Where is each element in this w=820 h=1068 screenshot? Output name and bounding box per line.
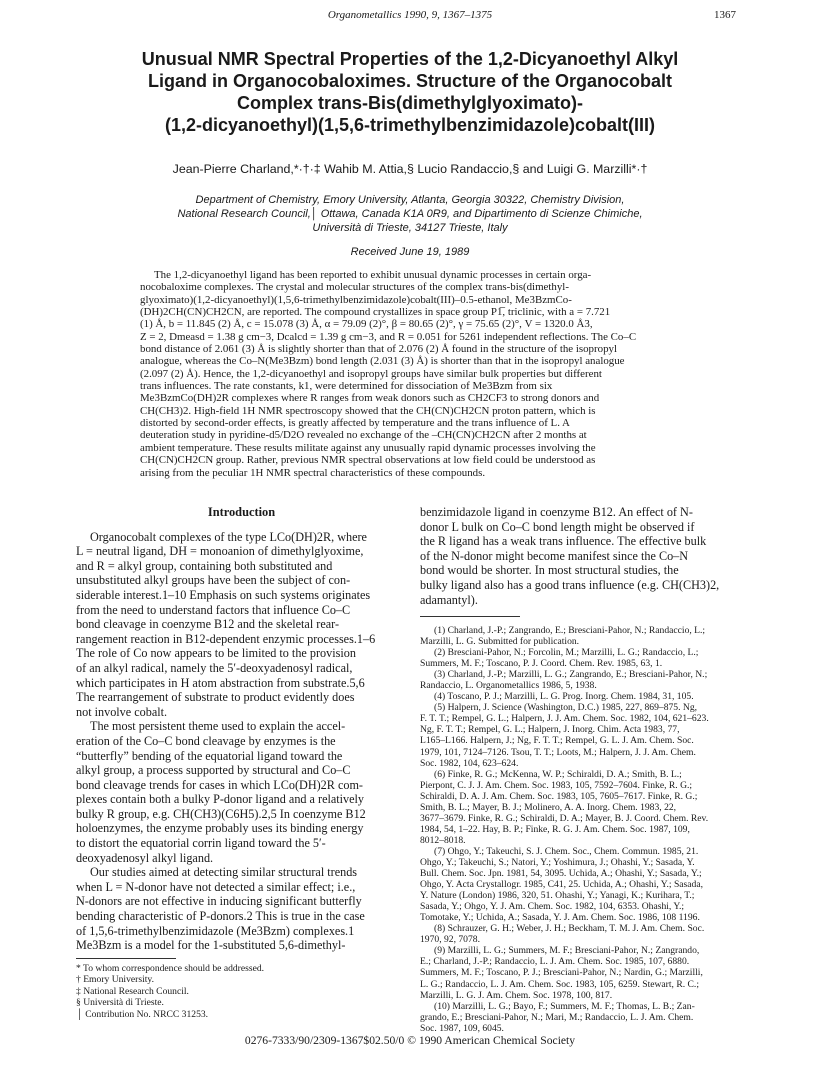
- abstract-line: analogue, whereas the Co–N(Me3Bzm) bond length (2.031 (3) Å) is shorter than that in the isopropyl analogue: [140, 355, 625, 368]
- body-line: and R = alkyl group, containing both substituted and: [76, 558, 333, 573]
- body-line: from the need to understand factors that influence Co–C: [76, 602, 351, 617]
- affiliation-line: Department of Chemistry, Emory University, Atlanta, Georgia 30322, Chemistry Division,: [195, 194, 625, 206]
- title-line: (1,2-dicyanoethyl)(1,5,6-trimethylbenzimidazole)cobalt(III): [164, 115, 656, 135]
- body-line: plexes contain both a bulky P-donor ligand and a relatively: [76, 792, 365, 807]
- reference-line: (5) Halpern, J. Science (Washington, D.C.) 1985, 227, 869–875. Ng,: [434, 702, 698, 714]
- received-date: Received June 19, 1989: [350, 246, 470, 258]
- footnote-rule: [76, 958, 176, 959]
- body-line: eration of the Co–C bond cleavage by enzymes is the: [76, 733, 336, 748]
- body-line: unsubstituted alkyl groups have been the subject of con-: [76, 573, 351, 588]
- affiliation-line: Università di Trieste, 34127 Trieste, Italy: [312, 222, 508, 234]
- body-line: of an alkyl radical, namely the 5′-deoxyadenosyl radical,: [76, 660, 353, 675]
- reference-line: Ng, F. T. T.; Rempel, G. L.; Halpern, J. Inorg. Chim. Acta 1983, 77,: [420, 724, 680, 736]
- affiliations: [100, 193, 720, 235]
- footnote-line: ‡ National Research Council.: [76, 985, 189, 997]
- abstract-line: distorted by second-order effects, is greatly affected by temperature and the trans influence of L. A: [140, 417, 570, 430]
- body-line: siderable interest.1–10 Emphasis on such systems originates: [76, 587, 371, 602]
- body-line: alkyl group, a process supported by structural and Co–C: [76, 763, 351, 778]
- reference-line: Ohgo, Y.; Takeuchi, S.; Natori, Y.; Yoshimura, J.; Ohashi, Y.; Sasada, Y.: [420, 856, 695, 868]
- reference-line: (2) Bresciani-Pahor, N.; Forcolin, M.; Marzilli, L. G.; Randaccio, L.;: [434, 647, 699, 659]
- body-line: Me3Bzm is a model for the 1-substituted 5,6-dimethyl-: [76, 938, 346, 953]
- reference-line: Smith, B. L.; Mayer, B. J.; Molinero, A. A. Inorg. Chem. 1983, 22,: [420, 801, 677, 813]
- abstract-line: glyoximato)(1,2-dicyanoethyl)(1,5,6-trimethylbenzimidazole)cobalt(III)–0.5-ethanol, Me3BzmCo-: [140, 293, 572, 306]
- affiliation-line: National Research Council,│ Ottawa, Canada K1A 0R9, and Dipartimento di Scienze Chimiche,: [177, 208, 643, 220]
- reference-line: grando, E.; Bresciani-Pahor, N.; Mari, M.; Randaccio, L. J. Am. Chem.: [420, 1011, 694, 1023]
- reference-line: (7) Ohgo, Y.; Takeuchi, S. J. Chem. Soc., Chem. Commun. 1985, 21.: [434, 845, 699, 857]
- body-line: L = neutral ligand, DH = monoanion of dimethylglyoxime,: [76, 544, 364, 559]
- abstract-line: CH(CH3)2. High-field 1H NMR spectroscopy showed that the CH(CN)CH2CN proton pattern, which is: [140, 404, 596, 417]
- footnote-line: † Emory University.: [76, 974, 154, 986]
- body-line: bulky R group, e.g. CH(CH3)(C6H5).2,5 In coenzyme B12: [76, 806, 366, 821]
- introduction-right-column: [420, 505, 752, 607]
- body-line: “butterfly” bending of the equatorial ligand toward the: [76, 748, 343, 763]
- reference-line: L165–L166. Halpern, J.; Ng, F. T. T.; Rempel, G. L. J. Am. Chem. Soc.: [420, 735, 694, 747]
- body-line: benzimidazole ligand in coenzyme B12. An effect of N-: [420, 505, 693, 519]
- body-line: The rearrangement of substrate to product evidently does: [76, 690, 355, 705]
- section-heading-introduction: Introduction: [207, 505, 276, 519]
- reference-line: E.; Charland, J.-P.; Randaccio, L. J. Am. Chem. Soc. 1985, 107, 6880.: [420, 956, 690, 968]
- body-line: bond would be shorter. In most structural studies, the: [420, 563, 679, 578]
- reference-line: F. T. T.; Rempel, G. L.; Halpern, J. J. Am. Chem. Soc. 1982, 104, 621–623.: [420, 713, 709, 725]
- body-line: bond cleavage trends for cases in which LCo(DH)2R com-: [76, 777, 363, 792]
- body-line: adamantyl).: [420, 592, 478, 607]
- body-line: N-donors are not effective in inducing significant butterfly: [76, 894, 362, 909]
- reference-line: 1979, 101, 7124–7126. Tsou, T. T.; Loots, M.; Halpern, J. J. Am. Chem.: [420, 746, 696, 758]
- abstract-line: deuteration study in pyridine-d5/D2O revealed no exchange of the –CH(CN)CH2CN after 2 months at: [140, 429, 587, 442]
- abstract: [140, 269, 685, 479]
- journal-citation: Organometallics 1990, 9, 1367–1375: [327, 9, 493, 21]
- reference-line: Marzilli, L. G. J. Am. Chem. Soc. 1978, 100, 817.: [420, 989, 613, 1001]
- reference-line: Bull. Chem. Soc. Jpn. 1981, 54, 3095. Uchida, A.; Ohashi, Y.; Sasada, Y.;: [420, 868, 702, 880]
- reference-line: Ohgo, Y. Acta Crystallogr. 1985, C41, 25. Uchida, A.; Ohashi, Y.; Sasada,: [420, 879, 703, 891]
- body-line: The role of Co now appears to be limited to the provision: [76, 646, 356, 661]
- title-line: Unusual NMR Spectral Properties of the 1,2-Dicyanoethyl Alkyl: [141, 49, 679, 69]
- body-line: rangement reaction in B12-dependent enzymic processes.1–6: [76, 631, 376, 646]
- body-line: holoenzymes, the enzyme probably uses its binding energy: [76, 821, 364, 836]
- reference-line: Tomotake, Y.; Uchida, A.; Sasada, Y. J. Am. Chem. Soc. 1986, 108 1196.: [420, 912, 700, 924]
- reference-line: 3677–3679. Finke, R. G.; Schiraldi, D. A.; Mayer, B. J. Coord. Chem. Rev.: [420, 812, 709, 824]
- reference-line: L. G.; Randaccio, L. J. Am. Chem. Soc. 1983, 105, 6259. Stewart, R. C.;: [420, 978, 699, 990]
- body-line: when L = N-donor have not detected a similar effect; i.e.,: [76, 879, 356, 894]
- abstract-line: The 1,2-dicyanoethyl ligand has been reported to exhibit unusual dynamic processes in certain orga-: [154, 269, 592, 281]
- abstract-line: bond distance of 2.061 (3) Å is slightly shorter than that of 2.076 (2) Å found in the structure of the isopropyl: [140, 343, 617, 356]
- introduction-left-column: [76, 505, 407, 953]
- abstract-line: nocobaloxime complexes. The crystal and molecular structures of the complex trans-bis(dimethyl-: [140, 281, 569, 294]
- reference-line: (9) Marzilli, L. G.; Summers, M. F.; Bresciani-Pahor, N.; Zangrando,: [434, 945, 700, 957]
- reference-line: Soc. 1987, 109, 6045.: [420, 1022, 504, 1034]
- reference-line: Randaccio, L. Organometallics 1986, 5, 1938.: [420, 680, 597, 692]
- abstract-line: CH(CN)CH2CN group. Rather, previous NMR spectral observations at low field could be understood as: [140, 454, 596, 467]
- body-line: Organocobalt complexes of the type LCo(DH)2R, where: [90, 529, 367, 544]
- references-rule: [420, 616, 520, 617]
- footnote-line: * To whom correspondence should be addressed.: [76, 963, 265, 974]
- reference-line: Summers, M. F.; Toscano, P. J.; Bresciani-Pahor, N.; Nardin, G.; Marzilli,: [420, 967, 703, 979]
- abstract-line: (DH)2CH(CN)CH2CN, are reported. The compound crystallizes in space group P1̅, triclinic, with a = 7.721: [140, 306, 611, 319]
- reference-line: 1970, 92, 7078.: [420, 934, 480, 946]
- reference-line: (1) Charland, J.-P.; Zangrando, E.; Bresciani-Pahor, N.; Randaccio, L.;: [434, 625, 706, 636]
- running-header: [0, 9, 820, 25]
- body-line: bulky ligand also has a good trans influence (e.g. CH(CH3)2,: [420, 577, 720, 592]
- reference-line: 1984, 54, 1–22. Hay, B. P.; Finke, R. G. J. Am. Chem. Soc. 1987, 109,: [420, 823, 690, 835]
- body-line: bending characteristic of P-donors.2 This is true in the case: [76, 909, 365, 924]
- body-line: donor L bulk on Co–C bond length might be observed if: [420, 519, 695, 534]
- abstract-line: arising from the peculiar 1H NMR spectral characteristics of these compounds.: [140, 466, 486, 479]
- abstract-line: trans influences. The rate constants, k1, were determined for dissociation of Me3Bzm from six: [140, 380, 553, 393]
- reference-line: (4) Toscano, P. J.; Marzilli, L. G. Prog. Inorg. Chem. 1984, 31, 105.: [434, 691, 694, 703]
- abstract-line: (1) Å, b = 11.845 (2) Å, c = 15.078 (3) Å, α = 79.09 (2)°, β = 80.65 (2)°, γ = 75.65 (2)°, V = 1320.0 Å3,: [140, 318, 593, 331]
- body-line: The most persistent theme used to explain the accel-: [90, 719, 346, 734]
- abstract-line: Z = 2, Dmeasd = 1.38 g cm−3, Dcalcd = 1.39 g cm−3, and R = 0.051 for 5261 independent reflections. The Co–C: [140, 330, 637, 343]
- body-line: to distort the equatorial corrin ligand toward the 5′-: [76, 836, 326, 851]
- references-list: [420, 625, 752, 1034]
- abstract-line: Me3BzmCo(DH)2R complexes where R ranges from weak donors such as CH2CF3 to strong donors and: [140, 392, 600, 405]
- author-list: Jean-Pierre Charland,*·†·‡ Wahib M. Attia,§ Lucio Randaccio,§ and Luigi G. Marzilli*·†: [172, 162, 648, 176]
- reference-line: (8) Schrauzer, G. H.; Weber, J. H.; Beckham, T. M. J. Am. Chem. Soc.: [434, 923, 705, 935]
- abstract-line: (2.097 (2) Å). Hence, the 1,2-dicyanoethyl and isopropyl groups have similar bulk properties but different: [140, 367, 602, 380]
- reference-line: Summers, M. F.; Toscano, P. J. Coord. Chem. Rev. 1985, 63, 1.: [420, 658, 663, 670]
- body-line: bond cleavage in coenzyme B12 and the skeletal rear-: [76, 617, 340, 632]
- title-line: Ligand in Organocobaloximes. Structure of the Organocobalt: [147, 71, 673, 91]
- body-line: Our studies aimed at detecting similar structural trends: [90, 865, 358, 880]
- title-line: Complex trans-Bis(dimethylglyoximato)-: [236, 93, 584, 113]
- body-line: of 1,5,6-trimethylbenzimidazole (Me3Bzm) complexes.1: [76, 923, 355, 938]
- page-number: 1367: [714, 9, 736, 21]
- reference-line: Marzilli, L. G. Submitted for publication.: [420, 636, 580, 648]
- footnote-line: │ Contribution No. NRCC 31253.: [76, 1008, 209, 1020]
- reference-line: (10) Marzilli, L. G.; Bayo, F.; Summers, M. F.; Thomas, L. B.; Zan-: [434, 1000, 695, 1012]
- body-line: deoxyadenosyl alkyl ligand.: [76, 850, 214, 865]
- body-line: not involve cobalt.: [76, 704, 168, 719]
- body-line: the R ligand has a weak trans influence. The effective bulk: [420, 534, 707, 549]
- article-title: [100, 48, 720, 136]
- footnotes: [76, 963, 407, 1020]
- reference-line: Y. Nature (London) 1986, 320, 51. Ohashi, Y.; Yanagi, K.; Kurihara, T.;: [420, 890, 695, 902]
- copyright-line: 0276-7333/90/2309-1367$02.50/0 © 1990 American Chemical Society: [244, 1034, 576, 1047]
- reference-line: (6) Finke, R. G.; McKenna, W. P.; Schiraldi, D. A.; Smith, B. L.;: [434, 768, 682, 780]
- reference-line: 8012–8018.: [420, 834, 466, 846]
- abstract-line: ambient temperature. These results militate against any unusually rapid dynamic processes involving the: [140, 441, 596, 454]
- reference-line: Sasada, Y.; Ohgo, Y. J. Am. Chem. Soc. 1982, 104, 6353. Ohashi, Y.;: [420, 901, 685, 913]
- footnote-line: § Università di Trieste.: [76, 997, 164, 1009]
- body-line: of the N-donor might become manifest since the Co–N: [420, 548, 689, 563]
- reference-line: (3) Charland, J.-P.; Marzilli, L. G.; Zangrando, E.; Bresciani-Pahor, N.;: [434, 669, 708, 681]
- reference-line: Schiraldi, D. A. J. Am. Chem. Soc. 1983, 105, 7605–7617. Finke, R. G.;: [420, 790, 698, 802]
- introduction-body: [76, 530, 407, 953]
- reference-line: Soc. 1982, 104, 623–624.: [420, 757, 519, 769]
- body-line: which participates in H atom abstraction from substrate.5,6: [76, 675, 365, 690]
- reference-line: Pierpont, C. J. J. Am. Chem. Soc. 1983, 105, 7592–7604. Finke, R. G.;: [420, 779, 693, 791]
